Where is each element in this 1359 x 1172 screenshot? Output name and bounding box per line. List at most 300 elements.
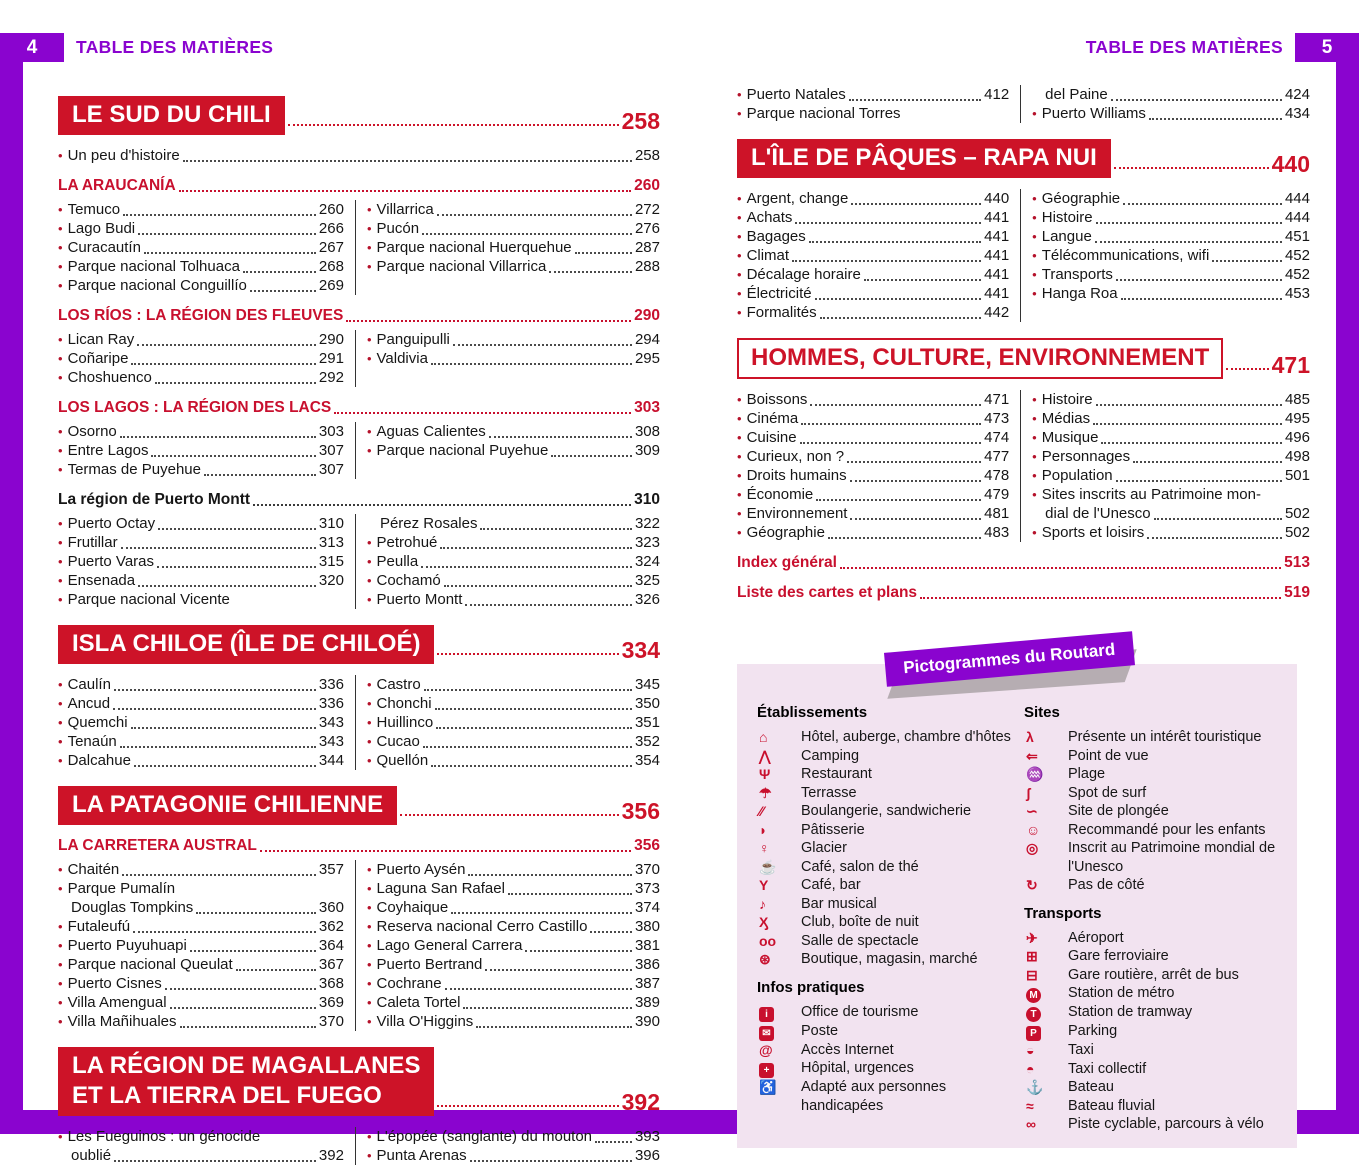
entry-page-number: 309 [634, 442, 660, 459]
entry-bullet: • [1032, 286, 1037, 301]
dotted-leader [437, 1105, 618, 1107]
pictogram-group-heading: Sites [1024, 704, 1060, 721]
entry-page-number: 496 [1284, 429, 1310, 446]
entry-label: Villa O'Higgins [376, 1013, 474, 1030]
section-banner-title: LE SUD DU CHILI [72, 101, 271, 128]
entry-bullet: • [1032, 449, 1037, 464]
dotted-leader [453, 344, 632, 346]
pictogram-item [1024, 1097, 1291, 1116]
two-column-entry-list [58, 422, 660, 479]
bakery-icon: ⁄⁄ [759, 803, 764, 819]
entry-bullet: • [1032, 525, 1037, 540]
pictogram-label: Boutique, magasin, marché [801, 951, 978, 967]
toc-entry [367, 238, 660, 257]
pictogram-item [1024, 947, 1291, 966]
side-step-icon: ↻ [1026, 877, 1038, 893]
entry-bullet: • [58, 938, 63, 953]
entry-label: Valdivia [376, 350, 428, 367]
entry-page-number: 453 [1284, 285, 1310, 302]
toc-entry [737, 265, 1009, 284]
entry-bullet: • [58, 332, 63, 347]
dotted-leader [828, 537, 981, 539]
entry-page-number: 387 [634, 975, 660, 992]
entry-page-number: 343 [318, 733, 344, 750]
pictogram-ribbon-title: Pictogrammes du Routard [884, 631, 1135, 687]
entry-bullet: • [366, 862, 372, 877]
pictogram-label: Site de plongée [1068, 803, 1169, 819]
entry-bullet: • [366, 443, 372, 458]
entry-bullet: • [58, 516, 63, 531]
dotted-leader [1116, 480, 1282, 482]
left-page-toc [58, 80, 660, 1172]
dotted-leader [468, 874, 632, 876]
entry-label: Parque nacional Huerquehue [376, 239, 572, 256]
entry-label: Parque nacional Puyehue [376, 442, 549, 459]
toc-entry [58, 422, 344, 441]
entry-bullet: • [366, 900, 372, 915]
section-banner-box [58, 1047, 434, 1116]
boat-icon: ⚓ [1026, 1079, 1044, 1095]
entry-bullet: • [58, 535, 63, 550]
entry-bullet: • [1032, 248, 1037, 263]
entry-bullet: • [737, 430, 742, 445]
entry-label: Musique [1041, 429, 1099, 446]
entry-page-number: 345 [634, 676, 660, 693]
pictogram-label: Recommandé pour les enfants [1068, 821, 1266, 838]
entry-page-number: 498 [1284, 448, 1310, 465]
entry-label: Environnement [746, 505, 848, 522]
pictogram-label: Café, salon de thé [801, 858, 919, 875]
entry-page-number: 303 [318, 423, 344, 440]
entry-page-number: 343 [318, 714, 344, 731]
entry-bullet: • [737, 468, 742, 483]
entry-label: Achats [746, 209, 793, 226]
entry-bullet: • [58, 677, 63, 692]
entry-page-number: 369 [318, 994, 344, 1011]
entry-column-right [355, 675, 660, 770]
dotted-leader [444, 585, 632, 587]
dotted-leader [595, 1141, 632, 1143]
entry-column-left [58, 200, 355, 295]
entry-bullet: • [58, 351, 63, 366]
toc-entry [367, 974, 660, 993]
toc-entry [1032, 265, 1310, 284]
dotted-leader [864, 279, 981, 281]
toc-entry [58, 552, 344, 571]
entry-page-number: 336 [318, 676, 344, 693]
section-banner-box [737, 338, 1223, 379]
entry-page-number: 268 [318, 258, 344, 275]
toc-entry [1032, 485, 1310, 504]
toc-entry [367, 955, 660, 974]
pictogram-item [1024, 839, 1291, 876]
pictogram-label: Gare ferroviaire [1068, 948, 1169, 964]
pictogram-label: Hôtel, auberge, chambre d'hôtes [801, 729, 1011, 745]
entry-label: Cucao [376, 733, 420, 750]
toc-entry [1032, 189, 1310, 208]
entry-bullet: • [58, 753, 63, 768]
entry-bullet: • [58, 957, 63, 972]
entry-label: Puerto Natales [746, 86, 846, 103]
entry-bullet: • [737, 449, 742, 464]
pictogram-item [757, 784, 1024, 803]
show-hall-icon: οο [759, 932, 777, 949]
subsection-heading [737, 554, 1310, 572]
entry-page-number: 434 [1284, 105, 1310, 122]
toc-entry [737, 227, 1009, 246]
entry-bullet: • [366, 1129, 372, 1144]
hospital-icon: + [759, 1063, 774, 1078]
entry-column-right [355, 200, 660, 295]
entry-label: Villarrica [376, 201, 434, 218]
entry-label: Termas de Puyehue [67, 461, 201, 478]
entry-bullet: • [737, 525, 742, 540]
toc-entry [58, 917, 344, 936]
entry-label: Bagages [746, 228, 806, 245]
pictogram-label: Aéroport [1068, 929, 1124, 946]
dotted-leader [260, 850, 631, 852]
toc-entry [737, 85, 1009, 104]
entry-bullet: • [366, 535, 372, 550]
entry-label: Décalage horaire [746, 266, 861, 283]
toc-entry [58, 330, 344, 349]
toc-entry [367, 571, 660, 590]
entry-column-right [355, 422, 660, 479]
entry-label: Curieux, non ? [746, 448, 845, 465]
entry-page-number: 424 [1284, 86, 1310, 103]
pictogram-item [757, 765, 1024, 784]
toc-entry [1045, 504, 1310, 523]
dotted-leader [820, 317, 982, 319]
entry-label: Parque nacional Tolhuaca [67, 258, 240, 275]
entry-label: Lago General Carrera [376, 937, 523, 954]
dotted-leader [250, 290, 316, 292]
dotted-leader [801, 423, 981, 425]
section-banner-title: ISLA CHILOE (ÎLE DE CHILOÉ) [72, 630, 421, 657]
toc-entry [58, 368, 344, 387]
entry-page-number: 441 [984, 209, 1010, 226]
two-column-entry-list [58, 514, 660, 609]
entry-label: Aguas Calientes [376, 423, 486, 440]
dotted-leader [1116, 279, 1282, 281]
toc-entry [367, 694, 660, 713]
entry-bullet: • [1032, 430, 1037, 445]
entry-page-number: 390 [634, 1013, 660, 1030]
section-page-number: 258 [621, 108, 660, 134]
section-banner [737, 139, 1310, 178]
dotted-leader [113, 708, 316, 710]
pictogram-item [757, 839, 1024, 858]
toc-entry [737, 504, 1009, 523]
toc-entry [367, 1012, 660, 1031]
subsection-page-number: 303 [634, 399, 660, 416]
toc-entry [58, 974, 344, 993]
entry-label: Douglas Tompkins [71, 899, 194, 916]
shared-taxi-icon: ◓ [1026, 1060, 1035, 1077]
entry-page-number: 442 [984, 304, 1010, 321]
dotted-leader [850, 518, 981, 520]
post-icon [757, 1022, 801, 1041]
entry-bullet: • [58, 696, 63, 711]
toc-entry [58, 533, 344, 552]
entry-label: Parque nacional Queulat [67, 956, 233, 973]
dotted-leader [180, 1026, 316, 1028]
entry-page-number: 258 [634, 147, 660, 164]
dotted-leader [1149, 118, 1282, 120]
entry-bullet: • [1032, 106, 1037, 121]
entry-page-number: 272 [634, 201, 660, 218]
entry-label: Parque nacional Villarrica [376, 258, 547, 275]
pictogram-item [757, 1022, 1024, 1041]
entry-label: Électricité [746, 285, 812, 302]
toc-entry [367, 898, 660, 917]
entry-list [58, 146, 660, 165]
dotted-leader [590, 931, 632, 933]
entry-label: Parque Pumalín [67, 880, 176, 897]
entry-page-number: 483 [984, 524, 1010, 541]
toc-entry [367, 552, 660, 571]
parking-icon: P [1026, 1026, 1041, 1041]
toc-entry [1032, 208, 1310, 227]
entry-bullet: • [366, 202, 372, 217]
toc-entry [58, 751, 344, 770]
dotted-leader [137, 344, 316, 346]
entry-label: Villa Mañihuales [67, 1013, 177, 1030]
toc-entry [1032, 428, 1310, 447]
pictogram-label: Accès Internet [801, 1041, 894, 1058]
pictogram-item [1024, 1041, 1291, 1060]
dotted-leader [480, 528, 631, 530]
bike-icon: ∞ [1026, 1116, 1036, 1132]
dotted-leader [809, 241, 981, 243]
camping-icon: ⋀ [759, 747, 771, 764]
subsection-label: La région de Puerto Montt [58, 491, 251, 508]
entry-bullet: • [366, 976, 372, 991]
pictogram-item [757, 728, 1024, 747]
entry-bullet: • [366, 677, 372, 692]
dotted-leader [431, 765, 632, 767]
entry-bullet: • [737, 248, 742, 263]
subsection-label: LA CARRETERA AUSTRAL [58, 837, 257, 854]
pictogram-item [1024, 984, 1291, 1003]
two-column-entry-list [737, 390, 1310, 542]
entry-label: Peulla [376, 553, 419, 570]
entry-page-number: 323 [634, 534, 660, 551]
toc-entry [367, 860, 660, 879]
pictogram-item [757, 747, 1024, 766]
entry-bullet: • [737, 87, 742, 102]
toc-entry [367, 936, 660, 955]
dotted-leader [190, 950, 316, 952]
toc-entry [1032, 523, 1310, 542]
metro-icon: M [1026, 988, 1041, 1003]
entry-label: Coyhaique [376, 899, 449, 916]
entry-bullet: • [366, 696, 372, 711]
kids-icon: ☺ [1026, 821, 1041, 838]
pictogram-column [1024, 694, 1291, 1134]
toc-entry [737, 189, 1009, 208]
pictogram-item [1024, 728, 1291, 747]
dotted-leader [157, 566, 316, 568]
entry-bullet: • [737, 191, 742, 206]
entry-label: Quellón [376, 752, 429, 769]
pictogram-item [1024, 747, 1291, 766]
entry-bullet: • [737, 411, 742, 426]
section-banner [58, 625, 660, 664]
toc-entry [58, 441, 344, 460]
dotted-leader [1212, 260, 1282, 262]
entry-label: Parque nacional Conguillío [67, 277, 247, 294]
toc-entry [58, 349, 344, 368]
shop-icon: ⊛ [759, 951, 771, 967]
metro-icon [1024, 984, 1068, 1003]
entry-page-number: 260 [318, 201, 344, 218]
entry-page-number: 477 [984, 448, 1010, 465]
entry-column-left [58, 514, 355, 609]
dotted-leader [575, 252, 632, 254]
entry-page-number: 367 [318, 956, 344, 973]
entry-page-number: 441 [984, 285, 1010, 302]
entry-bullet: • [366, 259, 372, 274]
entry-label: Castro [376, 676, 421, 693]
pictogram-columns [757, 694, 1291, 1134]
entry-bullet: • [366, 424, 372, 439]
toc-entry [58, 257, 344, 276]
dotted-leader [1096, 404, 1282, 406]
entry-page-number: 440 [984, 190, 1010, 207]
entry-bullet: • [366, 351, 372, 366]
right-page-number-tab: 5 [1295, 33, 1359, 62]
entry-bullet: • [737, 106, 742, 121]
entry-label: L'épopée (sanglante) du mouton [376, 1128, 593, 1145]
entry-page-number: 269 [318, 277, 344, 294]
entry-page-number: 325 [634, 572, 660, 589]
entry-label: Chaitén [67, 861, 120, 878]
pictogram-label: Restaurant [801, 766, 872, 782]
entry-column-right [355, 1127, 660, 1165]
entry-page-number: 452 [1284, 247, 1310, 264]
pictogram-label: Pas de côté [1068, 877, 1145, 893]
dotted-leader [1095, 241, 1282, 243]
toc-entry [367, 330, 660, 349]
entry-bullet: • [58, 443, 63, 458]
entry-bullet: • [58, 202, 63, 217]
dotted-leader [121, 547, 316, 549]
entry-page-number: 479 [984, 486, 1010, 503]
section-banner-box [737, 139, 1111, 178]
dotted-leader [435, 708, 632, 710]
pictogram-item [757, 950, 1024, 969]
dotted-leader [122, 874, 316, 876]
section-page-number: 356 [621, 798, 660, 824]
entry-page-number: 502 [1284, 524, 1310, 541]
entry-page-number: 350 [634, 695, 660, 712]
entry-bullet: • [1032, 468, 1037, 483]
entry-label: Cochamó [376, 572, 441, 589]
entry-label: Parque nacional Vicente [67, 591, 230, 608]
entry-column-left [58, 422, 355, 479]
toc-entry [1032, 104, 1310, 123]
pictogram-item [757, 802, 1024, 821]
entry-page-number: 389 [634, 994, 660, 1011]
entry-label: Droits humains [746, 467, 847, 484]
dotted-leader [445, 988, 632, 990]
dotted-leader [133, 931, 316, 933]
dotted-leader [423, 746, 632, 748]
left-running-header: TABLE DES MATIÈRES [76, 37, 274, 57]
entry-column-right [1020, 85, 1310, 123]
entry-label: Entre Lagos [67, 442, 149, 459]
cafe-bar-icon: Y [759, 877, 769, 893]
toc-entry [58, 571, 344, 590]
entry-label: Ensenada [67, 572, 136, 589]
dotted-leader [155, 382, 316, 384]
dotted-leader [851, 203, 981, 205]
toc-entry [367, 879, 660, 898]
entry-page-number: 344 [318, 752, 344, 769]
entry-label: Laguna San Rafael [376, 880, 505, 897]
entry-label: Futaleufú [67, 918, 131, 935]
dotted-leader [1111, 99, 1282, 101]
pictogram-item [757, 1078, 1024, 1115]
entry-label: Caulín [67, 676, 111, 693]
toc-entry [737, 428, 1009, 447]
entry-label: Géographie [1041, 190, 1121, 207]
disabled-access-icon: ♿ [759, 1079, 777, 1095]
entry-bullet: • [58, 278, 63, 293]
entry-page-number: 373 [634, 880, 660, 897]
entry-page-number: 354 [634, 752, 660, 769]
entry-label: Pucón [376, 220, 420, 237]
dotted-leader [236, 969, 316, 971]
pictogram-item [757, 895, 1024, 914]
subsection-label: LA ARAUCANÍA [58, 177, 176, 194]
entry-page-number: 481 [984, 505, 1010, 522]
entry-bullet: • [58, 554, 63, 569]
dotted-leader [165, 988, 316, 990]
pictogram-item [757, 876, 1024, 895]
entry-label: Temuco [67, 201, 121, 218]
entry-page-number: 485 [1284, 391, 1310, 408]
entry-page-number: 474 [984, 429, 1010, 446]
entry-label: Puerto Puyuhuapi [67, 937, 187, 954]
entry-page-number: 292 [318, 369, 344, 386]
entry-label: del Paine [1045, 86, 1108, 103]
entry-page-number: 441 [984, 247, 1010, 264]
tourist-office-icon: i [759, 1007, 774, 1022]
taxi-icon: ◒ [1026, 1042, 1035, 1058]
entry-column-right [1020, 189, 1310, 322]
toc-entry [737, 246, 1009, 265]
train-station-icon: ⊞ [1026, 948, 1038, 964]
entry-page-number: 495 [1284, 410, 1310, 427]
entry-bullet: • [366, 995, 372, 1010]
entry-bullet: • [1032, 229, 1037, 244]
section-page-number: 392 [621, 1089, 660, 1115]
dotted-leader [451, 912, 632, 914]
entry-bullet: • [737, 267, 742, 282]
subsection-label: LOS RÍOS : LA RÉGION DES FLEUVES [58, 307, 344, 324]
entry-label: Les Fueguinos : un génocide [67, 1128, 261, 1145]
entry-label: Pérez Rosales [379, 515, 478, 532]
entry-column-left [737, 390, 1020, 542]
two-column-entry-list [58, 330, 660, 387]
dotted-leader [144, 252, 316, 254]
music-bar-icon: ♪ [759, 895, 766, 912]
entry-label: Petrohué [376, 534, 438, 551]
entry-page-number: 370 [318, 1013, 344, 1030]
unesco-icon: ◎ [1026, 840, 1039, 856]
